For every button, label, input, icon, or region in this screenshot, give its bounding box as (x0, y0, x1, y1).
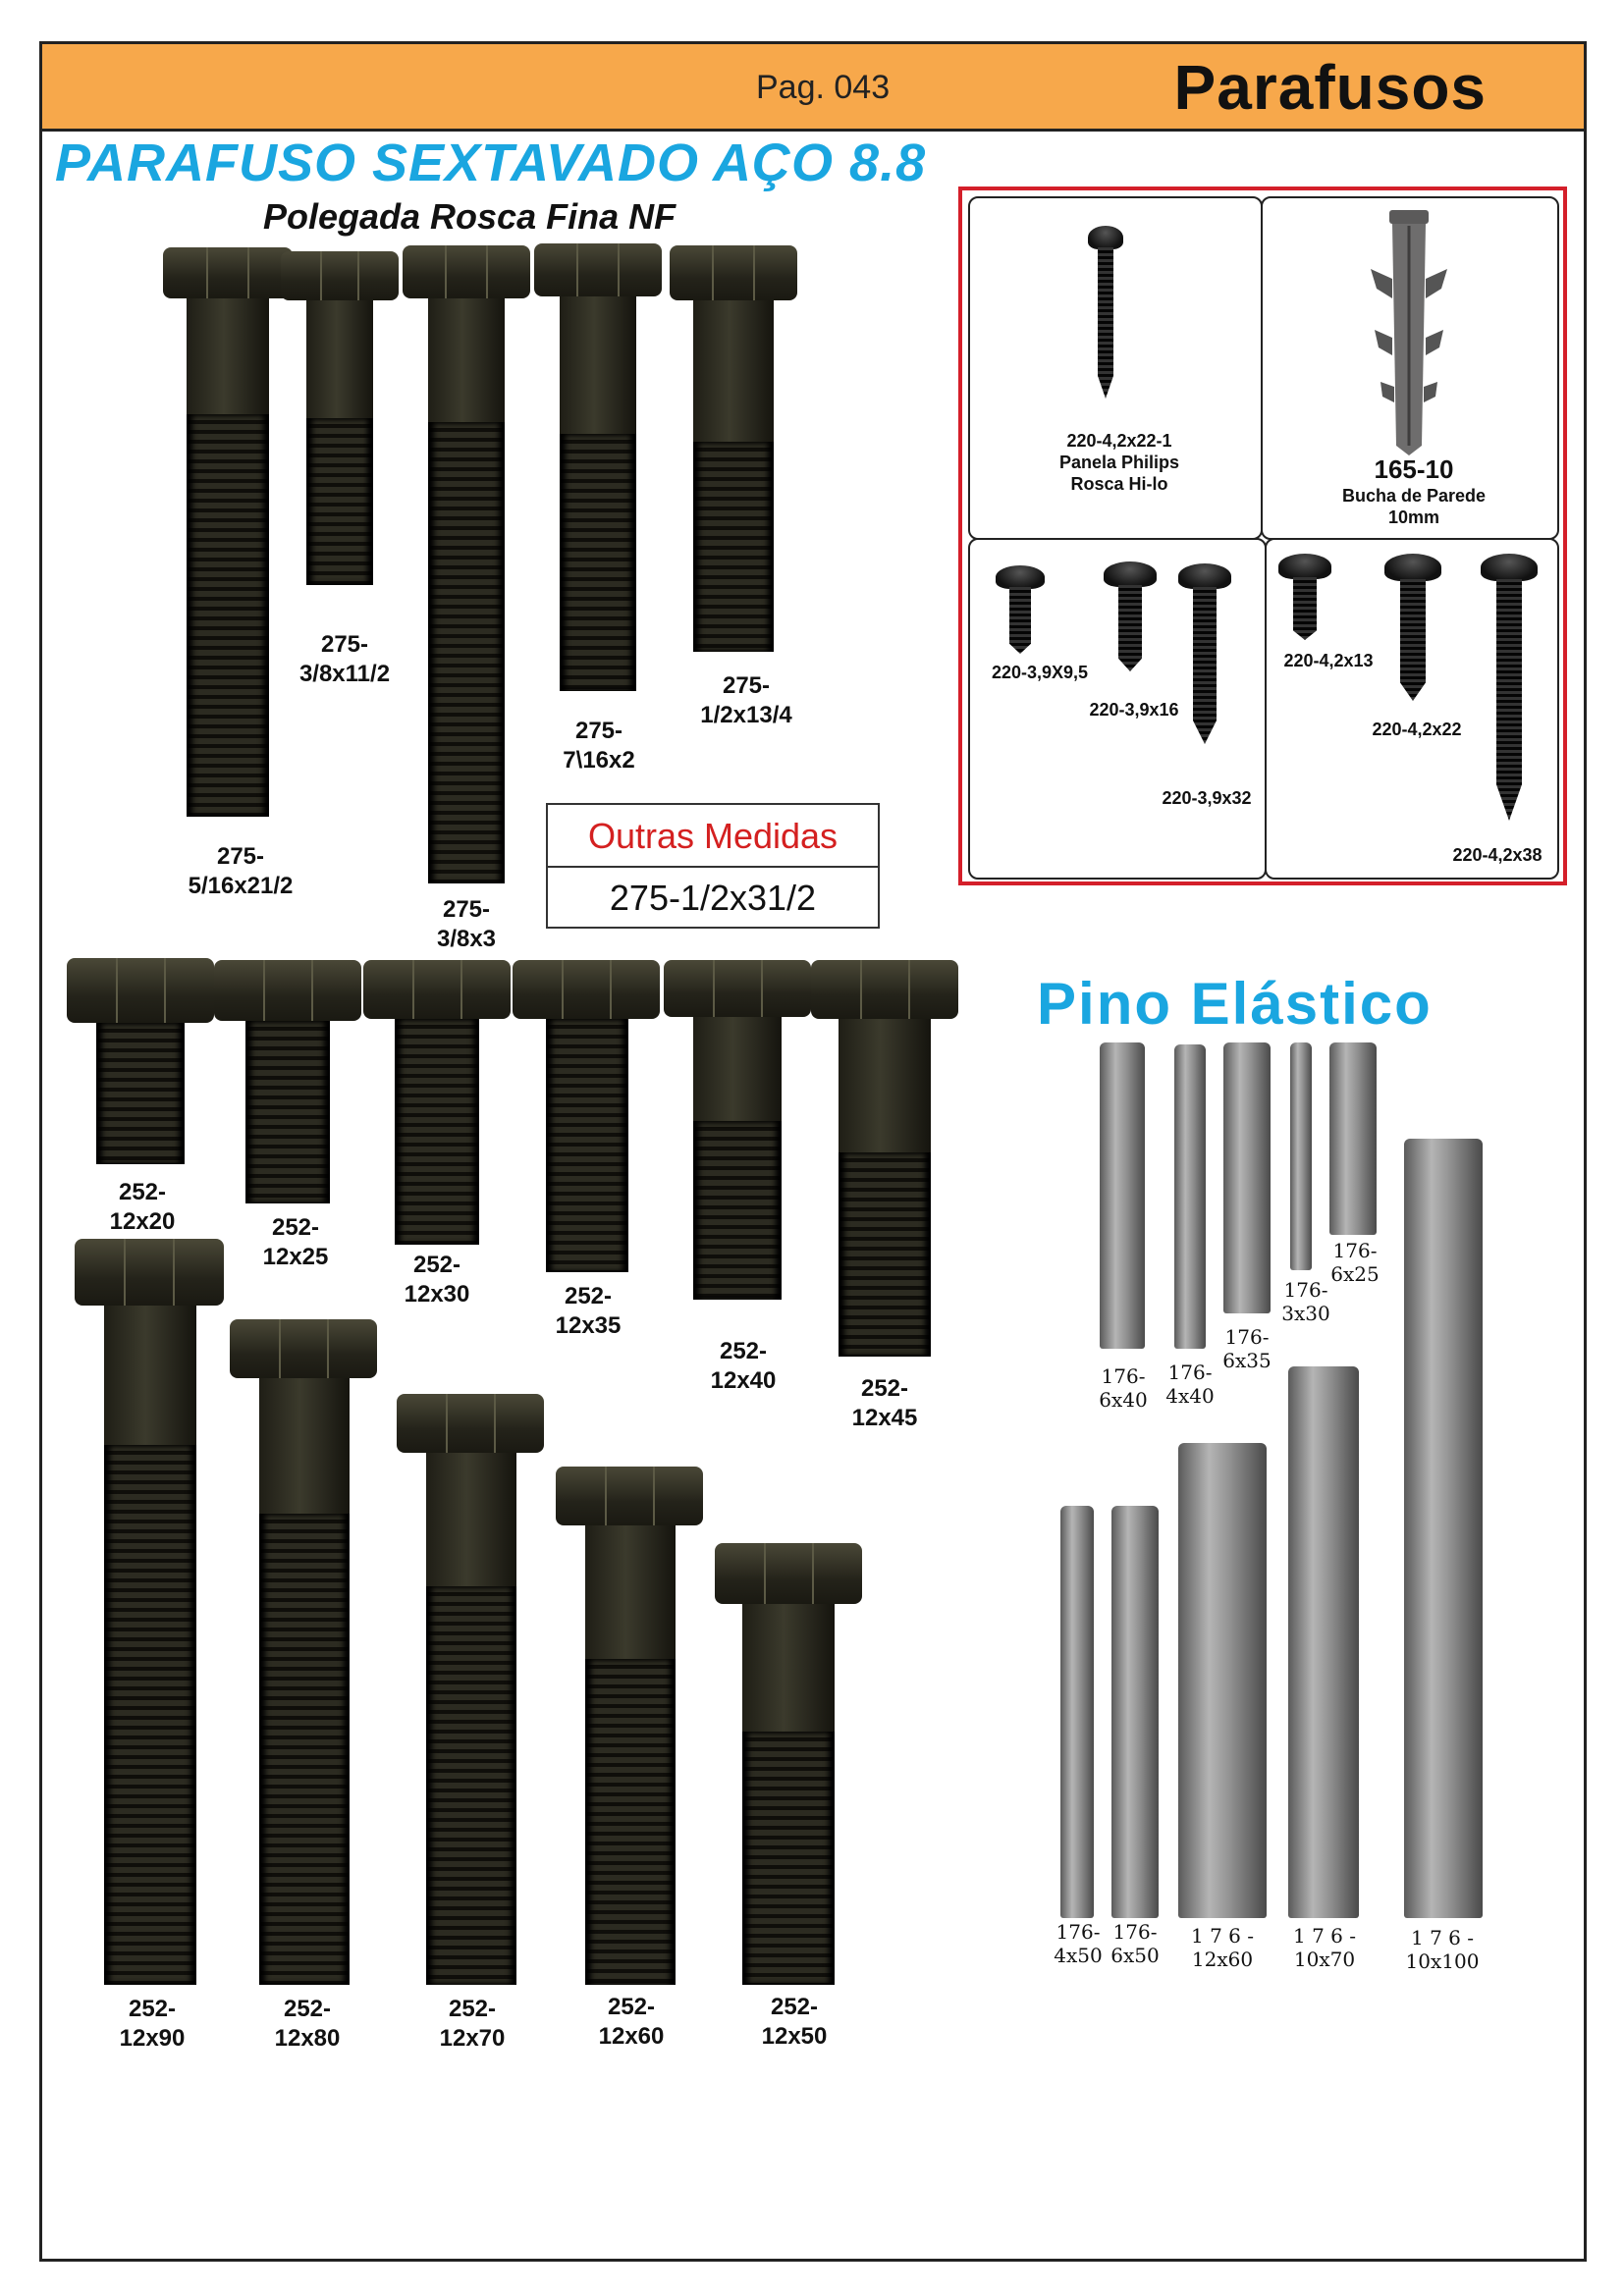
bolt-image (281, 251, 399, 585)
screw-label: 220-4,2x13 (1283, 651, 1374, 670)
bolt-label: 252- 12x90 (119, 1996, 186, 2052)
bolt-label: 275- 5/16x21/2 (188, 843, 294, 899)
pin-image (1290, 1042, 1312, 1270)
pin-image (1178, 1443, 1267, 1918)
bolt-image (513, 960, 660, 1272)
screw-label: 220-4,2x38 (1452, 845, 1543, 865)
bolt-label: 275- 1/2x13/4 (700, 672, 792, 728)
pin-label: 176- 6x40 (1099, 1364, 1148, 1412)
screw-label: 220-4,2x22-1 Panela Philips Rosca Hi-lo (1058, 431, 1180, 494)
screw-image (1104, 561, 1157, 671)
main-title: PARAFUSO SEXTAVADO AÇO 8.8 (55, 133, 927, 192)
screw-image (1088, 226, 1123, 399)
pin-image (1329, 1042, 1377, 1235)
pin-label: 1 7 6 - 12x60 (1190, 1924, 1254, 1971)
pin-image (1174, 1044, 1206, 1349)
pin-label: 176- 4x40 (1165, 1361, 1215, 1408)
bolt-image (163, 247, 293, 817)
screw-label: 220-3,9x32 (1162, 788, 1252, 808)
pin-label: 176- 6x25 (1330, 1239, 1380, 1286)
pin-image (1111, 1506, 1159, 1918)
pin-image (1223, 1042, 1271, 1313)
wall-plug-image (1365, 210, 1453, 455)
bolt-image (534, 243, 662, 691)
bolt-label: 252- 12x60 (598, 1994, 665, 2050)
other-sizes-box (546, 803, 880, 929)
pin-label: 176- 6x50 (1110, 1920, 1160, 1967)
bolt-label: 252- 12x70 (439, 1996, 506, 2052)
bolt-label: 275- 7\16x2 (563, 718, 635, 774)
bolt-image (715, 1543, 862, 1985)
bolt-image (556, 1467, 703, 1985)
pin-label: 1 7 6 - 10x70 (1292, 1924, 1356, 1971)
bolt-label: 275- 3/8x11/2 (298, 631, 391, 687)
pin-label: 176- 3x30 (1281, 1278, 1330, 1325)
bolt-image (664, 960, 811, 1300)
pin-image (1100, 1042, 1145, 1349)
screw-label: 220-4,2x22 (1372, 720, 1462, 739)
screw-image (1278, 554, 1331, 640)
bolt-image (811, 960, 958, 1357)
bolt-label: 252- 12x30 (404, 1252, 470, 1308)
bolt-image (230, 1319, 377, 1985)
pin-image (1404, 1139, 1483, 1918)
bolt-label: 275- 3/8x3 (436, 896, 497, 952)
bolt-label: 252- 12x35 (555, 1283, 622, 1339)
bolt-image (67, 958, 214, 1164)
screw-label: 220-3,9X9,5 (991, 663, 1089, 682)
bolt-label: 252- 12x40 (710, 1338, 777, 1394)
sub-title: Polegada Rosca Fina NF (263, 196, 677, 237)
other-sizes-value: 275-1/2x31/2 (609, 878, 817, 918)
bolt-label: 252- 12x80 (274, 1996, 341, 2052)
pin-label: 1 7 6 - 10x100 (1405, 1926, 1480, 1973)
pin-image (1060, 1506, 1094, 1918)
bolt-image (403, 245, 530, 883)
screw-image (996, 565, 1045, 654)
screws-panel (958, 187, 1567, 885)
pin-label: 176- 6x35 (1222, 1325, 1272, 1372)
screw-image (1384, 554, 1441, 701)
page-number: Pag. 043 (756, 69, 891, 106)
pin-label: 176- 4x50 (1054, 1920, 1103, 1967)
screw-label: 220-3,9x16 (1089, 700, 1179, 720)
category-title: Parafusos (1173, 52, 1487, 123)
pin-section-title: Pino Elástico (1037, 971, 1433, 1037)
screw-image (1481, 554, 1538, 821)
other-sizes-heading: Outras Medidas (548, 805, 878, 868)
wall-plug-label: 165-10 Bucha de Parede 10mm (1341, 454, 1487, 527)
bolt-image (397, 1394, 544, 1985)
pin-image (1288, 1366, 1359, 1918)
bolt-label: 252- 12x20 (109, 1179, 176, 1235)
bolt-image (363, 960, 511, 1245)
bolt-label: 252- 12x25 (262, 1214, 329, 1270)
bolt-image (670, 245, 797, 652)
bolt-label: 252- 12x50 (761, 1994, 828, 2050)
bolt-image (214, 960, 361, 1203)
bolt-label: 252- 12x45 (851, 1375, 918, 1431)
bolt-image (75, 1239, 224, 1985)
